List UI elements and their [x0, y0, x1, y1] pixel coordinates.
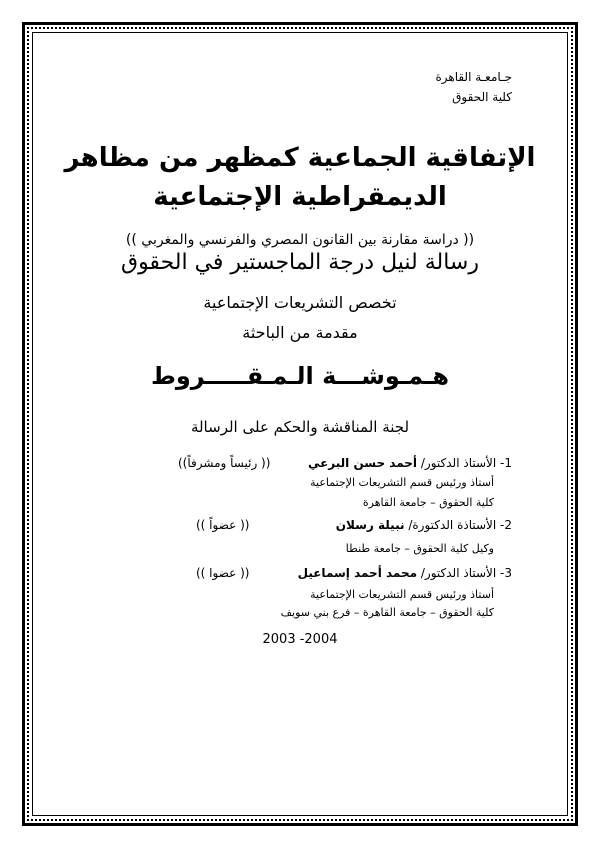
member-detail: كلية الحقوق – جامعة القاهرة – فرع بني سويف	[280, 606, 494, 619]
member-name: محمد أحمد إسماعيل	[297, 566, 418, 580]
member-title: 2- الأستاذة الدكتورة/	[408, 518, 512, 532]
specialization: تخصص التشريعات الإجتماعية	[203, 293, 397, 312]
faculty-name: كلية الحقوق	[452, 90, 512, 104]
thesis-title-line-2: الديمقراطية الإجتماعية	[153, 182, 447, 212]
member-role: (( رئيساً ومشرفاً))	[178, 456, 271, 470]
member-title: 3- الأستاذ الدكتور/	[420, 566, 512, 580]
member-detail: وكيل كلية الحقوق – جامعة طنطا	[345, 542, 494, 555]
member-name: نبيلة رسلان	[335, 518, 405, 532]
committee-member-1	[308, 456, 512, 470]
member-title: 1- الأستاذ الدكتور/	[420, 456, 512, 470]
member-detail: كلية الحقوق – جامعة القاهرة	[362, 496, 494, 509]
member-detail: أستاذ ورئيس قسم التشريعات الإجتماعية	[310, 476, 494, 489]
comparison-note: (( دراسة مقارنة بين القانون المصري والفرنسي والمغربي ))	[125, 232, 475, 248]
author-name: هـمـوشـــة الـمـقـــــروط	[150, 362, 450, 390]
committee-heading: لجنة المناقشة والحكم على الرسالة	[190, 418, 410, 436]
academic-years: 2003 -2004	[262, 632, 338, 647]
committee-member-3	[298, 566, 512, 580]
member-role: (( عضوا ))	[196, 566, 250, 580]
presented-by: مقدمة من الباحثة	[242, 323, 358, 342]
member-name: أحمد حسن البرعي	[307, 456, 418, 470]
member-detail: أستاذ ورئيس قسم التشريعات الإجتماعية	[310, 588, 494, 601]
university-name: جـامعـة القاهرة	[435, 70, 512, 84]
thesis-title-line-1: الإتفاقية الجماعية كمظهر من مظاهر	[64, 143, 536, 173]
degree-statement: رسالة لنيل درجة الماجستير في الحقوق	[121, 250, 479, 275]
member-role: (( عضواً ))	[196, 518, 250, 532]
committee-member-2	[336, 518, 512, 532]
